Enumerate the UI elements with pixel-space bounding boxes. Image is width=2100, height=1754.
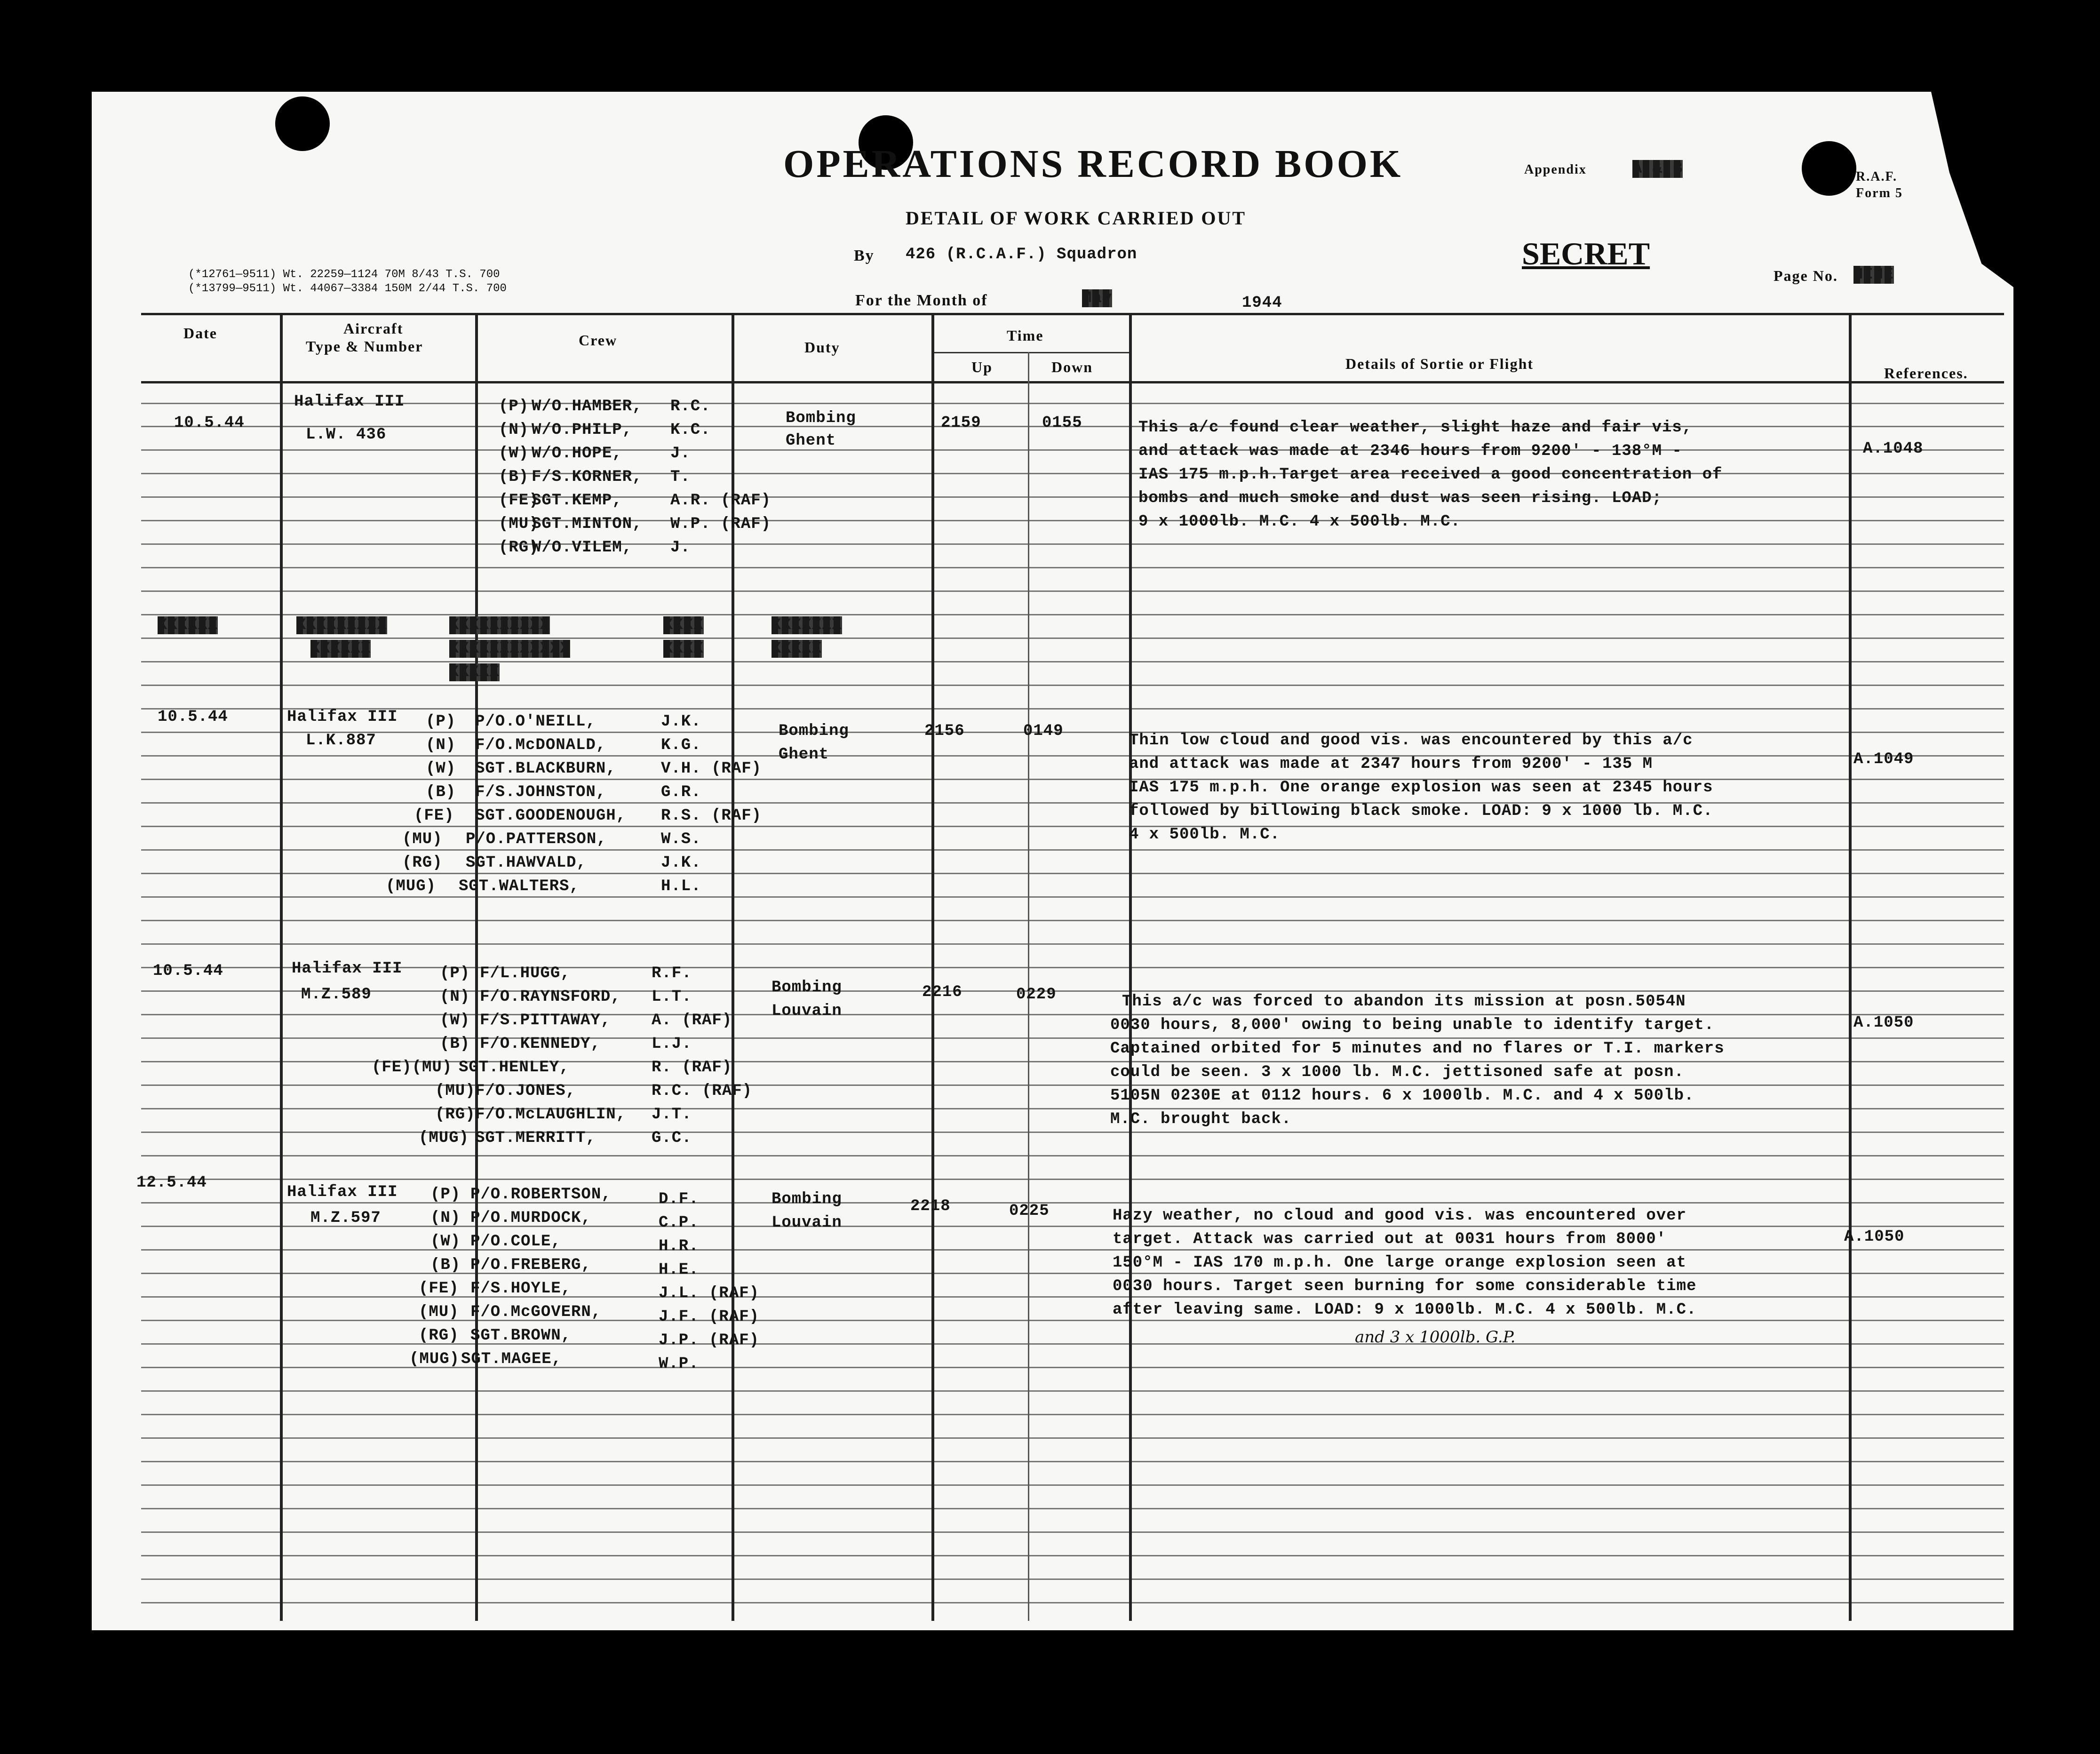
crew-name: SGT.WALTERS, xyxy=(459,877,580,895)
crew-initials: J. xyxy=(670,539,691,557)
aircraft-number: M.Z.597 xyxy=(310,1209,381,1227)
details-line: 5105N 0230E at 0112 hours. 6 x 1000lb. M.C. and 4 x 500lb. xyxy=(1110,1087,1694,1105)
crew-name: F/S.KORNER, xyxy=(532,468,643,486)
crew-role: (N) xyxy=(430,1209,461,1227)
crew-initials: R.C. (RAF) xyxy=(652,1082,753,1100)
crew-initials: A.R. (RAF) xyxy=(670,492,772,510)
crew-name: SGT.BLACKBURN, xyxy=(475,760,616,778)
punch-hole-left xyxy=(275,96,330,151)
details-line: This a/c was forced to abandon its mission at posn.5054N xyxy=(1122,993,1686,1011)
crew-initials: R.S. (RAF) xyxy=(661,807,762,825)
crew-name: P/O.MURDOCK, xyxy=(470,1209,591,1227)
duty: Bombing xyxy=(779,722,849,740)
crew-name: SGT.BROWN, xyxy=(470,1327,572,1345)
crew-role: (FE)(MU) xyxy=(372,1059,453,1076)
details-line: M.C. brought back. xyxy=(1110,1110,1292,1128)
aircraft-type: Halifax III xyxy=(287,1183,398,1201)
crew-name: F/L.HUGG, xyxy=(480,965,571,982)
crew-role: (FE) xyxy=(499,492,539,510)
crew-role: (FE) xyxy=(419,1280,459,1298)
crew-initials: J. xyxy=(670,445,691,462)
page-value: NINE xyxy=(1853,266,1894,284)
aircraft-number: L.K.887 xyxy=(306,732,376,749)
crew-name: P/O.COLE, xyxy=(470,1233,561,1251)
crew-initials: H.R. xyxy=(659,1237,699,1255)
crew-role: (MUG) xyxy=(419,1129,469,1147)
print-code-1: (*12761—9511) Wt. 22259—1124 70M 8/43 T.S. 700 xyxy=(188,268,500,281)
entry-date: 10.5.44 xyxy=(158,708,228,726)
aircraft-number: L.W. 436 xyxy=(306,426,387,444)
aircraft-number: M.Z.589 xyxy=(301,986,372,1004)
crew-name: P/O.FREBERG, xyxy=(470,1256,591,1274)
details-line: and attack was made at 2346 hours from 9200' - 138°M - xyxy=(1138,442,1682,460)
column-header-aircraft: Aircraft xyxy=(343,320,404,337)
crew-role: (N) xyxy=(426,736,456,754)
crew-name: F/S.HOYLE, xyxy=(470,1280,572,1298)
crew-name: W/O.PHILP, xyxy=(532,421,633,439)
crew-role: (W) xyxy=(440,1012,470,1029)
time-up: 2159 xyxy=(941,414,981,432)
page-title: OPERATIONS RECORD BOOK xyxy=(783,142,1403,186)
crew-role: (P) xyxy=(426,713,456,731)
crew-name: P/O.ROBERTSON, xyxy=(470,1186,612,1204)
entry-date: 10.5.44 xyxy=(153,962,223,980)
duty: XXXXXXX xyxy=(772,616,842,634)
crew-initials: A. (RAF) xyxy=(652,1012,732,1029)
crew-role: (RG) xyxy=(419,1327,459,1345)
crew-initials: L.J. xyxy=(652,1035,692,1053)
crew-initials: V.H. (RAF) xyxy=(661,760,762,778)
entry-date: 10.5.44 xyxy=(174,414,245,432)
duty-target: Ghent xyxy=(786,432,836,450)
crew-name: XXXXX xyxy=(449,663,500,681)
squadron: 426 (R.C.A.F.) Squadron xyxy=(906,246,1138,263)
crew-role: (P) xyxy=(499,398,529,415)
appendix-value: A & B xyxy=(1632,160,1683,178)
crew-initials: R.C. xyxy=(670,398,711,415)
aircraft-type: Halifax III xyxy=(287,708,398,726)
crew-role: (W) xyxy=(499,445,529,462)
duty-target: Louvain xyxy=(772,1214,842,1232)
crew-name: F/O.McGOVERN, xyxy=(470,1303,602,1321)
details-line: Captained orbited for 5 minutes and no flares or T.I. markers xyxy=(1110,1040,1725,1058)
aircraft-number: XXXXXX xyxy=(310,640,371,658)
crew-role: (MU) xyxy=(402,830,443,848)
crew-initials: G.R. xyxy=(661,783,701,801)
crew-role: (RG) xyxy=(435,1106,476,1124)
crew-name: SGT.HENLEY, xyxy=(459,1059,570,1076)
aircraft-type: Halifax III xyxy=(292,960,403,978)
reference: A.1050 xyxy=(1844,1228,1905,1246)
column-header-details: Details of Sortie or Flight xyxy=(1345,355,1534,372)
crew-initials: K.C. xyxy=(670,421,711,439)
details-line: 4 x 500lb. M.C. xyxy=(1129,826,1281,844)
column-header-aircraft-sub: Type & Number xyxy=(306,338,423,355)
crew-name: F/O.JONES, xyxy=(475,1082,576,1100)
crew-initials: C.P. xyxy=(659,1214,699,1232)
appendix-label: Appendix xyxy=(1524,162,1587,177)
crew-name: F/S.PITTAWAY, xyxy=(480,1012,611,1029)
duty: Bombing xyxy=(772,979,842,997)
crew-role: (MU) xyxy=(419,1303,459,1321)
column-header-time: Time xyxy=(1007,327,1044,344)
details-line: 0030 hours, 8,000' owing to being unable to identify target. xyxy=(1110,1016,1715,1034)
details-line: 9 x 1000lb. M.C. 4 x 500lb. M.C. xyxy=(1138,513,1461,531)
crew-role: (FE) xyxy=(414,807,454,825)
crew-initials: H.L. xyxy=(661,877,701,895)
crew-role: (MU) xyxy=(435,1082,476,1100)
crew-name: SGT.MAGEE, xyxy=(461,1350,562,1368)
crew-name: F/O.KENNEDY, xyxy=(480,1035,601,1053)
details-line: IAS 175 m.p.h.Target area received a good concentration of xyxy=(1138,466,1723,484)
crew-name: P/O.PATTERSON, xyxy=(466,830,607,848)
punch-hole-right xyxy=(1802,141,1856,196)
crew-initials: XXXX xyxy=(663,616,704,634)
crew-role: (B) xyxy=(430,1256,461,1274)
print-code-2: (*13799—9511) Wt. 44067—3384 150M 2/44 T.S. 700 xyxy=(188,282,507,295)
crew-name: SGT.GOODENOUGH, xyxy=(475,807,627,825)
crew-initials: W.P. xyxy=(659,1355,699,1373)
details-line: Hazy weather, no cloud and good vis. was encountered over xyxy=(1113,1207,1686,1225)
crew-name: XXXXXXXXXX xyxy=(449,616,550,634)
crew-name: SGT.MINTON, xyxy=(532,515,643,533)
crew-initials: W.P. (RAF) xyxy=(670,515,772,533)
details-line: target. Attack was carried out at 0031 hours from 8000' xyxy=(1113,1230,1667,1248)
duty-target: XXXXX xyxy=(772,640,822,658)
crew-role: (MUG) xyxy=(409,1350,460,1368)
crew-name: SGT.KEMP, xyxy=(532,492,622,510)
crew-role: (P) xyxy=(440,965,470,982)
details-line: Thin low cloud and good vis. was encountered by this a/c xyxy=(1129,732,1693,749)
crew-name: W/O.HOPE, xyxy=(532,445,622,462)
reference: A.1048 xyxy=(1863,440,1924,458)
page-subtitle: DETAIL OF WORK CARRIED OUT xyxy=(906,207,1247,229)
crew-name: W/O.VILEM, xyxy=(532,539,633,557)
crew-name: F/O.McLAUGHLIN, xyxy=(475,1106,627,1124)
duty: Bombing xyxy=(772,1190,842,1208)
crew-initials: J.K. xyxy=(661,854,701,872)
duty-target: Louvain xyxy=(772,1002,842,1020)
crew-role: (B) xyxy=(499,468,529,486)
month-label: For the Month of xyxy=(855,292,988,309)
crew-initials: J.L. (RAF) xyxy=(659,1284,760,1302)
crew-role: (W) xyxy=(430,1233,461,1251)
crew-name: SGT.MERRITT, xyxy=(475,1129,596,1147)
details-line: 150°M - IAS 170 m.p.h. One large orange explosion seen at xyxy=(1113,1254,1686,1272)
crew-initials: J.K. xyxy=(661,713,701,731)
crew-initials: T. xyxy=(670,468,691,486)
month-value: May xyxy=(1082,289,1113,307)
column-header-up: Up xyxy=(971,359,993,375)
time-down: 0229 xyxy=(1016,986,1057,1004)
details-line: after leaving same. LOAD: 9 x 1000lb. M.C. 4 x 500lb. M.C. xyxy=(1113,1301,1697,1319)
time-down: 0225 xyxy=(1009,1202,1050,1220)
form-line-2: Form 5 xyxy=(1856,186,1903,200)
crew-role: (MUG) xyxy=(386,877,437,895)
crew-initials: D.F. xyxy=(659,1190,699,1208)
duty: Bombing xyxy=(786,409,856,427)
crew-initials: L.T. xyxy=(652,988,692,1006)
column-header-duty: Duty xyxy=(804,339,840,356)
details-line: bombs and much smoke and dust was seen rising. LOAD; xyxy=(1138,489,1662,507)
crew-initials: J.P. (RAF) xyxy=(659,1331,760,1349)
crew-initials: J.F. (RAF) xyxy=(659,1308,760,1326)
crew-name: F/S.JOHNSTON, xyxy=(475,783,606,801)
crew-role: (P) xyxy=(430,1186,461,1204)
entry-date: 12.5.44 xyxy=(136,1174,207,1192)
crew-initials: H.E. xyxy=(659,1261,699,1279)
crew-initials: J.T. xyxy=(652,1106,692,1124)
column-header-down: Down xyxy=(1051,359,1093,375)
time-down: 0155 xyxy=(1042,414,1082,432)
year-value: 1944 xyxy=(1242,294,1282,312)
aircraft-type: Halifax III xyxy=(294,393,405,411)
secret-stamp: SECRET xyxy=(1522,236,1650,271)
time-up: 2156 xyxy=(924,722,965,740)
by-label: By xyxy=(854,247,875,264)
time-up: 2216 xyxy=(922,983,962,1001)
crew-initials: R.F. xyxy=(652,965,692,982)
handwritten-addition: and 3 x 1000lb. G.P. xyxy=(1355,1328,1516,1347)
crew-initials: XXXX xyxy=(663,640,704,658)
crew-role: (N) xyxy=(440,988,470,1006)
page-label: Page No. xyxy=(1774,267,1838,284)
reference: A.1050 xyxy=(1853,1014,1914,1032)
form-line-1: R.A.F. xyxy=(1856,169,1897,184)
details-line: and attack was made at 2347 hours from 9200' - 135 M xyxy=(1129,755,1653,773)
details-line: 0030 hours. Target seen burning for some considerable time xyxy=(1113,1277,1697,1295)
entry-date: XXXXXX xyxy=(158,616,218,634)
column-header-date: Date xyxy=(183,325,217,342)
crew-name: P/O.O'NEILL, xyxy=(475,713,596,731)
crew-role: (RG) xyxy=(402,854,443,872)
crew-initials: R. (RAF) xyxy=(652,1059,732,1076)
time-up: 2218 xyxy=(910,1197,951,1215)
crew-name: SGT.HAWVALD, xyxy=(466,854,587,872)
duty-target: Ghent xyxy=(779,746,829,764)
details-line: could be seen. 3 x 1000 lb. M.C. jettisoned safe at posn. xyxy=(1110,1063,1684,1081)
crew-role: (RG) xyxy=(499,539,539,557)
crew-name: W/O.HAMBER, xyxy=(532,398,643,415)
details-line: This a/c found clear weather, slight haze and fair vis, xyxy=(1138,419,1693,437)
crew-name: F/O.McDONALD, xyxy=(475,736,606,754)
crew-role: (W) xyxy=(426,760,456,778)
aircraft-type: XXXXXXXXX xyxy=(296,616,387,634)
crew-name: XXXXXXXXXXXX xyxy=(449,640,570,658)
crew-role: (B) xyxy=(440,1035,470,1053)
time-down: 0149 xyxy=(1023,722,1064,740)
column-header-references: References. xyxy=(1884,365,1968,382)
crew-role: (B) xyxy=(426,783,456,801)
reference: A.1049 xyxy=(1853,750,1914,768)
crew-initials: K.G. xyxy=(661,736,701,754)
crew-initials: G.C. xyxy=(652,1129,692,1147)
crew-name: F/O.RAYNSFORD, xyxy=(480,988,621,1006)
column-header-crew: Crew xyxy=(579,332,618,349)
crew-role: (MU) xyxy=(499,515,539,533)
details-line: IAS 175 m.p.h. One orange explosion was seen at 2345 hours xyxy=(1129,779,1713,797)
crew-role: (N) xyxy=(499,421,529,439)
details-line: followed by billowing black smoke. LOAD: 9 x 1000 lb. M.C. xyxy=(1129,802,1713,820)
crew-initials: W.S. xyxy=(661,830,701,848)
